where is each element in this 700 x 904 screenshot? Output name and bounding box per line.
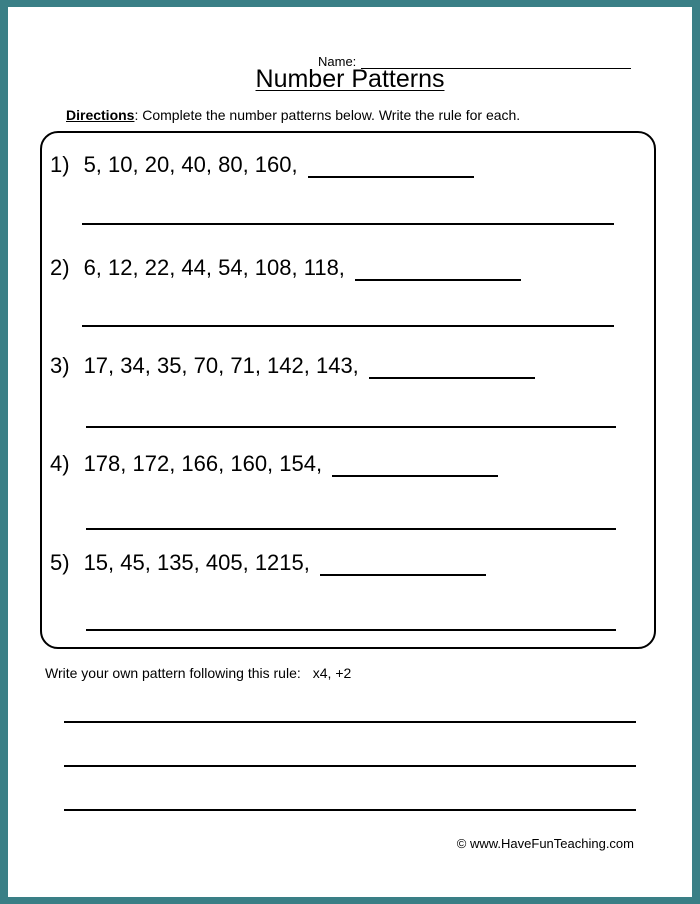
rule-answer-line[interactable]: [86, 629, 616, 631]
problem-3: [50, 353, 535, 379]
problem-sequence: 15, 45, 135, 405, 1215,: [83, 550, 310, 575]
next-number-blank[interactable]: [320, 554, 486, 576]
own-pattern-line-2[interactable]: [64, 765, 636, 767]
worksheet-page: [8, 7, 692, 897]
problem-number: 2): [50, 255, 70, 280]
problem-sequence: 5, 10, 20, 40, 80, 160,: [83, 152, 298, 177]
rule-answer-line[interactable]: [86, 528, 616, 530]
directions-label: Directions: [66, 107, 135, 123]
problem-4: [50, 451, 498, 477]
problem-1: [50, 152, 474, 178]
own-pattern-line-3[interactable]: [64, 809, 636, 811]
directions-text: : Complete the number patterns below. Write the rule for each.: [134, 107, 521, 123]
problem-number: 5): [50, 550, 70, 575]
own-pattern-rule: x4, +2: [312, 665, 352, 681]
next-number-blank[interactable]: [355, 259, 521, 281]
next-number-blank[interactable]: [369, 357, 535, 379]
problem-sequence: 17, 34, 35, 70, 71, 142, 143,: [83, 353, 359, 378]
problem-2: [50, 255, 521, 281]
problem-number: 3): [50, 353, 70, 378]
own-pattern-prompt: [45, 665, 351, 681]
problem-number: 1): [50, 152, 70, 177]
problem-sequence: 6, 12, 22, 44, 54, 108, 118,: [83, 255, 345, 280]
name-label: Name:: [318, 54, 357, 69]
own-pattern-line-1[interactable]: [64, 721, 636, 723]
own-pattern-text: Write your own pattern following this rule:: [45, 665, 301, 681]
rule-answer-line[interactable]: [82, 223, 614, 225]
problem-number: 4): [50, 451, 70, 476]
rule-answer-line[interactable]: [82, 325, 614, 327]
next-number-blank[interactable]: [332, 455, 498, 477]
copyright-footer: © www.HaveFunTeaching.com: [456, 836, 634, 851]
directions: [66, 107, 520, 123]
page-title: Number Patterns: [255, 65, 445, 93]
rule-answer-line[interactable]: [86, 426, 616, 428]
next-number-blank[interactable]: [308, 156, 474, 178]
problem-5: [50, 550, 486, 576]
problem-sequence: 178, 172, 166, 160, 154,: [83, 451, 323, 476]
